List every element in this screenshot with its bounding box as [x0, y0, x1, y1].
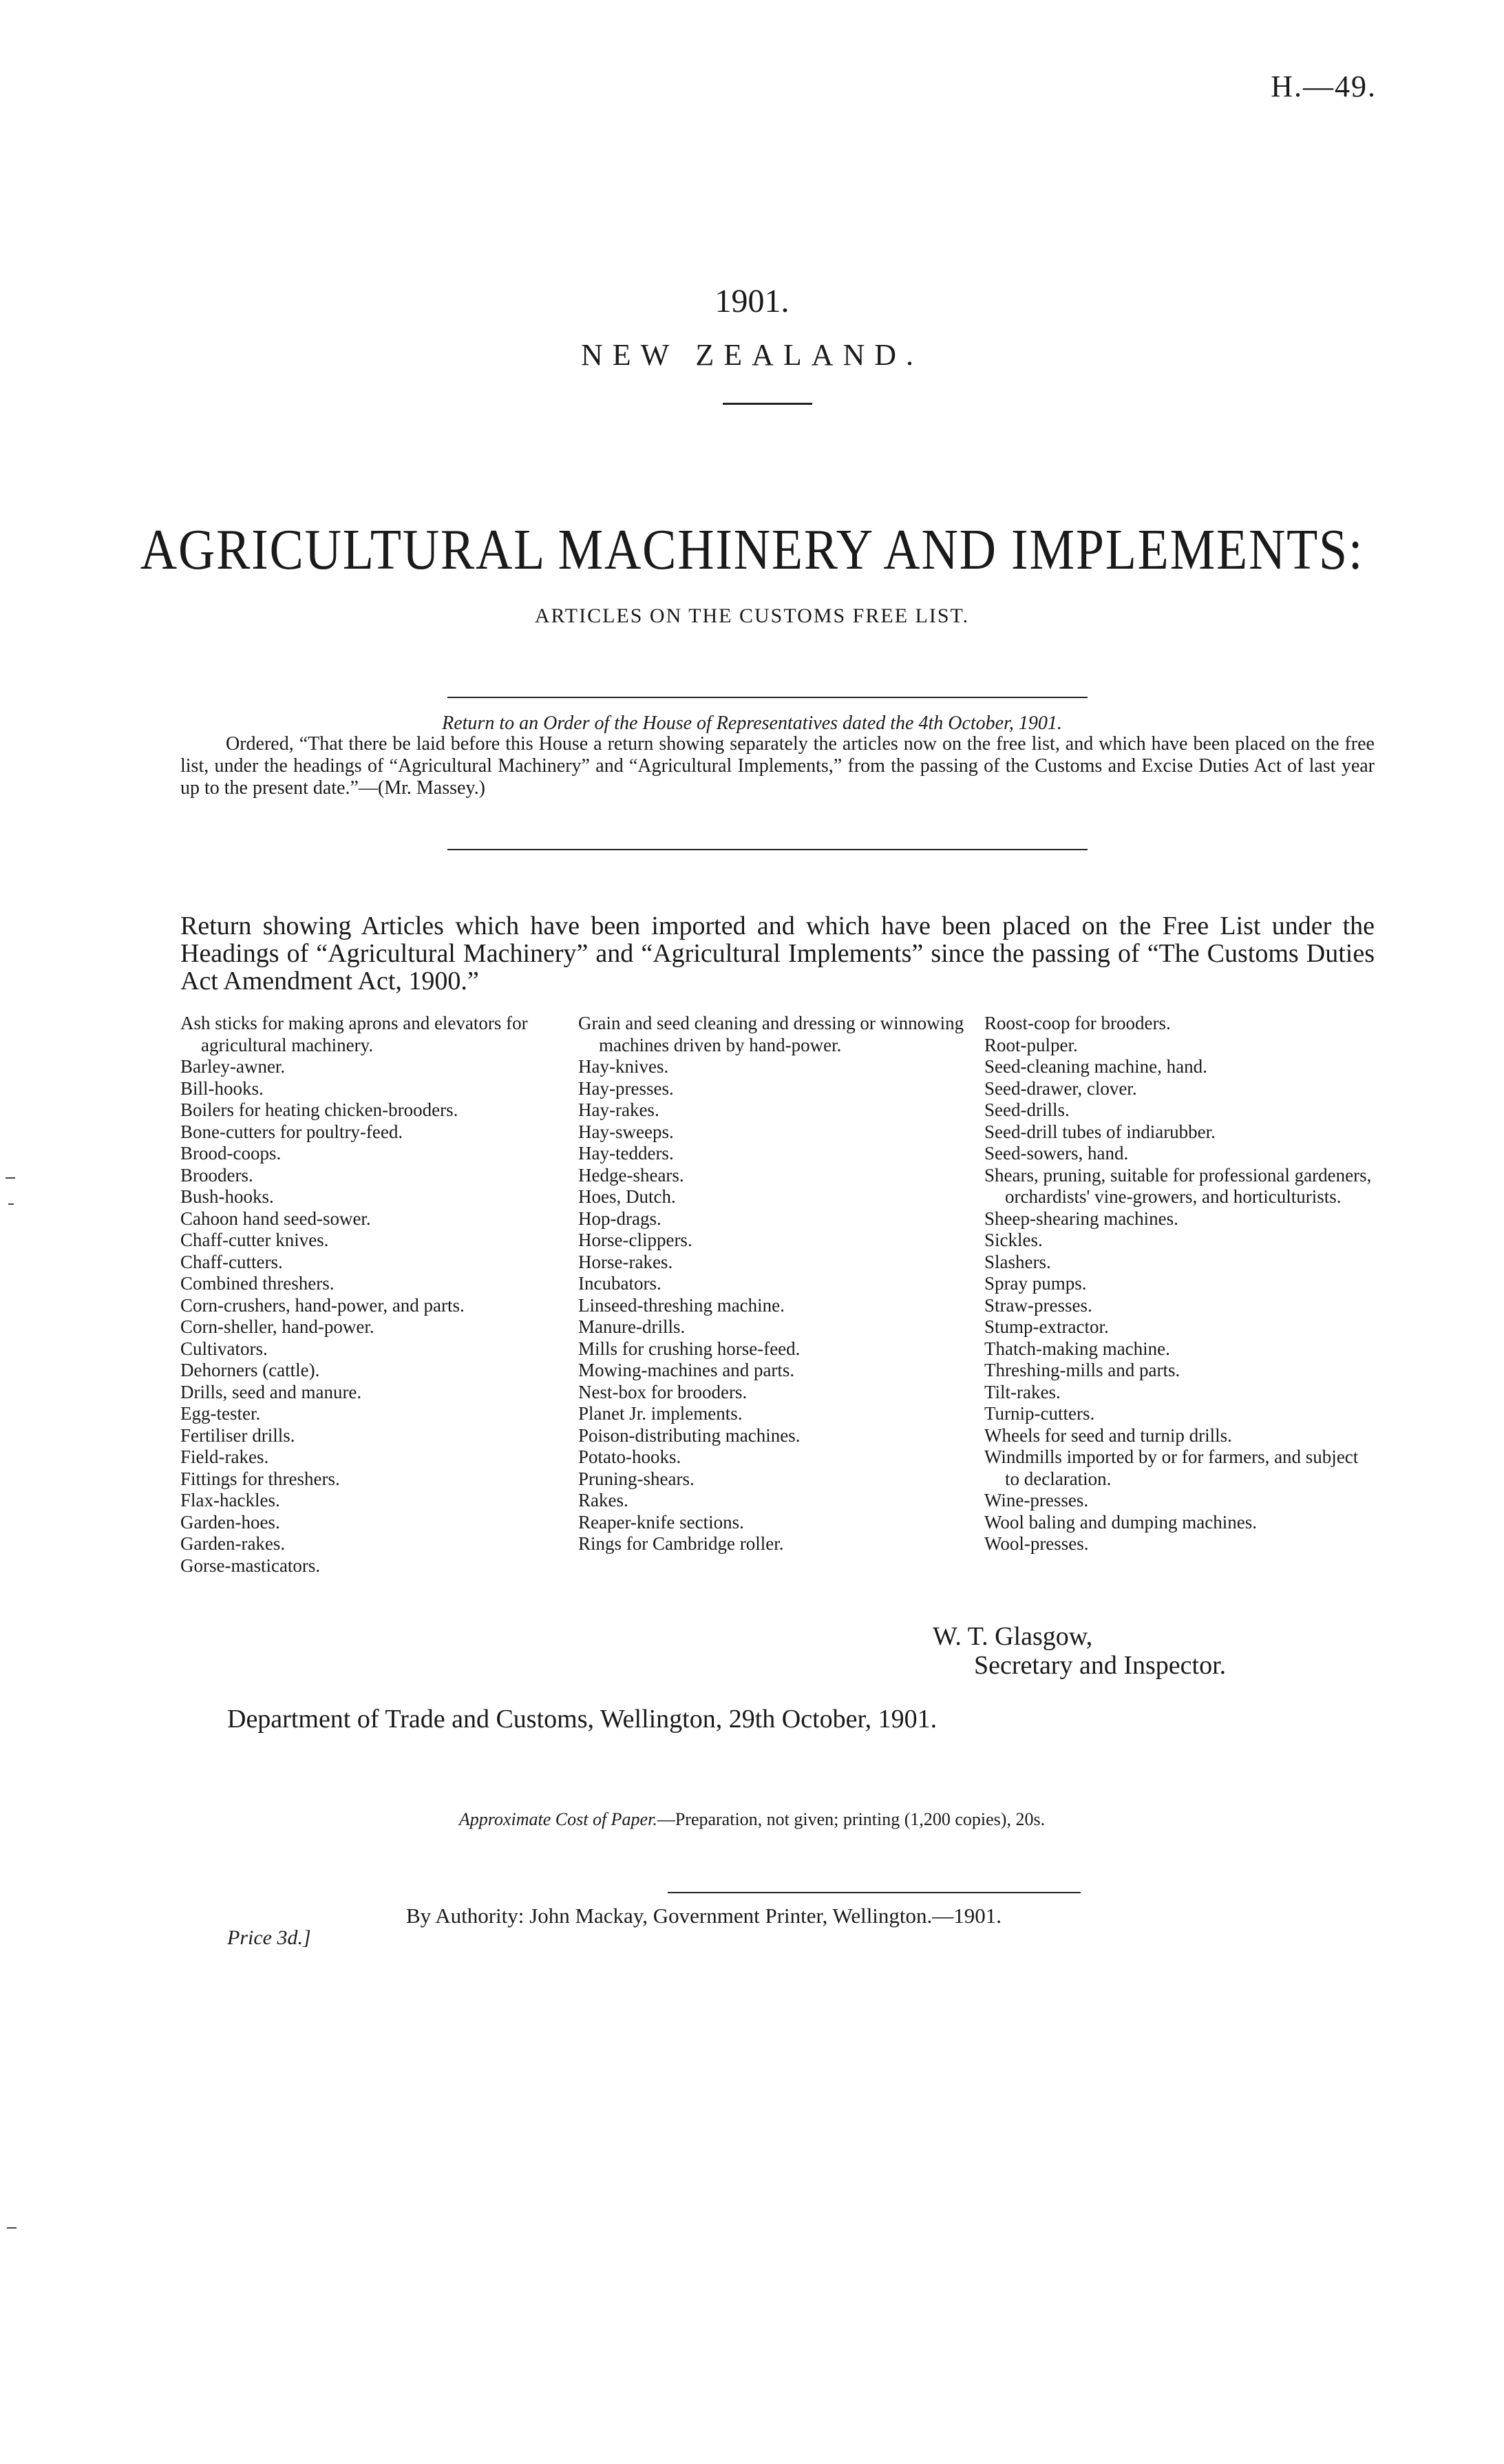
list-item: Boilers for heating chicken-brooders.	[180, 1099, 458, 1120]
list-item: Corn-crushers, hand-power, and parts.	[180, 1294, 465, 1316]
list-item: Roost-coop for brooders.	[984, 1013, 1171, 1033]
country-heading: NEW ZEALAND.	[580, 338, 924, 372]
list-item: Tilt-rakes.	[984, 1381, 1061, 1402]
list-item: Grain and seed cleaning and dressing or winnowing machines driven by hand-power.	[578, 1013, 964, 1055]
list-item: Gorse-masticators.	[180, 1555, 321, 1576]
signature-title: Secretary and Inspector.	[974, 1651, 1227, 1680]
list-item: Egg-tester.	[180, 1403, 261, 1424]
list-item: Drills, seed and manure.	[180, 1381, 362, 1402]
list-item: Brooders.	[180, 1164, 253, 1186]
authority-line: By Authority: John Mackay, Government Printer, Wellington.—1901.	[406, 1904, 1002, 1928]
list-item: Combined threshers.	[180, 1273, 335, 1294]
list-item: Corn-sheller, hand-power.	[180, 1316, 374, 1337]
list-item: Horse-rakes.	[578, 1251, 673, 1272]
heading-rule	[723, 403, 812, 405]
list-item: Threshing-mills and parts.	[984, 1360, 1180, 1380]
list-item: Garden-rakes.	[180, 1533, 286, 1554]
list-item: Root-pulper.	[984, 1034, 1078, 1055]
margin-mark	[6, 1177, 15, 1179]
list-item: Bush-hooks.	[180, 1186, 274, 1207]
list-item: Chaff-cutters.	[180, 1251, 283, 1272]
list-item: Hay-presses.	[578, 1077, 674, 1099]
page-reference: H.—49.	[1271, 70, 1377, 103]
list-item: Seed-cleaning machine, hand.	[984, 1056, 1207, 1077]
cost-label: Approximate Cost of Paper.	[458, 1809, 657, 1829]
order-text: Ordered, “That there be laid before this House a return showing separately the articles now on the free list, and which have been placed on the free list, under the headings of “Agricultural Machinery” and “Agricultural Implements,” from the passing of the Customs and Excise Duties Act of last year up to the present date.”—(Mr. Massey.)	[180, 733, 1375, 799]
return-heading: Return showing Articles which have been imported and which have been placed on the Free List under the Headings of “Agricultural Machinery” and “Agricultural Implements” since the passing of “The Customs Duties Act Amendment Act, 1900.”	[180, 912, 1375, 996]
list-item: Brood-coops.	[180, 1143, 282, 1163]
order-heading: Return to an Order of the House of Representatives dated the 4th October, 1901.	[442, 713, 1062, 734]
list-item: Chaff-cutter knives.	[180, 1230, 329, 1250]
department-line: Department of Trade and Customs, Wellington, 29th October, 1901.	[227, 1705, 938, 1734]
list-item: Spray pumps.	[984, 1273, 1087, 1294]
list-item: Sheep-shearing machines.	[984, 1208, 1178, 1229]
list-item: Seed-drawer, clover.	[984, 1077, 1137, 1099]
list-item: Stump-extractor.	[984, 1316, 1109, 1337]
articles-column-2	[578, 1013, 971, 1555]
list-item: Rakes.	[578, 1490, 628, 1510]
document-title: AGRICULTURAL MACHINERY AND IMPLEMENTS:	[140, 518, 1364, 582]
list-item: Hedge-shears.	[578, 1164, 684, 1186]
margin-mark	[8, 1203, 14, 1205]
list-item: Wine-presses.	[984, 1490, 1089, 1510]
authority-rule	[668, 1892, 1081, 1893]
list-item: Dehorners (cattle).	[180, 1360, 320, 1380]
margin-mark	[7, 2227, 17, 2229]
list-item: Poison-distributing machines.	[578, 1424, 801, 1446]
signature-name: W. T. Glasgow,	[933, 1622, 1093, 1651]
list-item: Horse-clippers.	[578, 1230, 692, 1250]
list-item: Turnip-cutters.	[984, 1403, 1095, 1424]
list-item: Bone-cutters for poultry-feed.	[180, 1121, 403, 1142]
list-item: Windmills imported by or for farmers, and subject to declaration.	[984, 1446, 1359, 1489]
list-item: Potato-hooks.	[578, 1446, 681, 1467]
list-item: Hay-sweeps.	[578, 1121, 674, 1142]
list-item: Hay-tedders.	[578, 1143, 674, 1163]
list-item: Sickles.	[984, 1230, 1043, 1250]
list-item: Planet Jr. implements.	[578, 1403, 743, 1424]
list-item: Ash sticks for making aprons and elevators for agricultural machinery.	[180, 1013, 528, 1055]
list-item: Slashers.	[984, 1251, 1051, 1272]
list-item: Thatch-making machine.	[984, 1338, 1170, 1359]
order-top-rule	[447, 697, 1088, 698]
document-subtitle: ARTICLES ON THE CUSTOMS FREE LIST.	[534, 604, 970, 627]
list-item: Bill-hooks.	[180, 1077, 264, 1099]
list-item: Wheels for seed and turnip drills.	[984, 1424, 1232, 1446]
list-item: Cahoon hand seed-sower.	[180, 1208, 371, 1229]
document-year: 1901.	[714, 283, 790, 319]
list-item: Shears, pruning, suitable for professional gardeners, orchardists' vine-growers, and horticulturists.	[984, 1164, 1372, 1207]
list-item: Cultivators.	[180, 1338, 268, 1359]
list-item: Seed-sowers, hand.	[984, 1143, 1129, 1163]
list-item: Field-rakes.	[180, 1446, 269, 1467]
list-item: Seed-drill tubes of indiarubber.	[984, 1121, 1216, 1142]
cost-note	[0, 1809, 1504, 1830]
list-item: Hay-rakes.	[578, 1099, 659, 1120]
list-item: Linseed-threshing machine.	[578, 1294, 785, 1316]
list-item: Flax-hackles.	[180, 1490, 280, 1510]
list-item: Pruning-shears.	[578, 1468, 695, 1489]
list-item: Straw-presses.	[984, 1294, 1092, 1316]
list-item: Incubators.	[578, 1273, 661, 1294]
list-item: Hoes, Dutch.	[578, 1186, 676, 1207]
list-item: Mowing-machines and parts.	[578, 1360, 795, 1380]
articles-column-3	[984, 1013, 1377, 1555]
list-item: Garden-hoes.	[180, 1511, 280, 1533]
list-item: Rings for Cambridge roller.	[578, 1533, 784, 1554]
list-item: Manure-drills.	[578, 1316, 686, 1337]
list-item: Barley-awner.	[180, 1056, 286, 1077]
list-item: Hay-knives.	[578, 1056, 669, 1077]
order-bottom-rule	[447, 849, 1088, 850]
list-item: Fertiliser drills.	[180, 1424, 295, 1446]
cost-text: —Preparation, not given; printing (1,200 copies), 20s.	[657, 1809, 1046, 1829]
list-item: Wool-presses.	[984, 1533, 1089, 1554]
list-item: Fittings for threshers.	[180, 1468, 340, 1489]
list-item: Mills for crushing horse-feed.	[578, 1338, 801, 1359]
list-item: Wool baling and dumping machines.	[984, 1511, 1258, 1533]
list-item: Reaper-knife sections.	[578, 1511, 744, 1533]
list-item: Nest-box for brooders.	[578, 1381, 748, 1402]
articles-column-1	[180, 1013, 566, 1577]
list-item: Hop-drags.	[578, 1208, 661, 1229]
price-label: Price 3d.]	[227, 1926, 311, 1949]
list-item: Seed-drills.	[984, 1099, 1070, 1120]
